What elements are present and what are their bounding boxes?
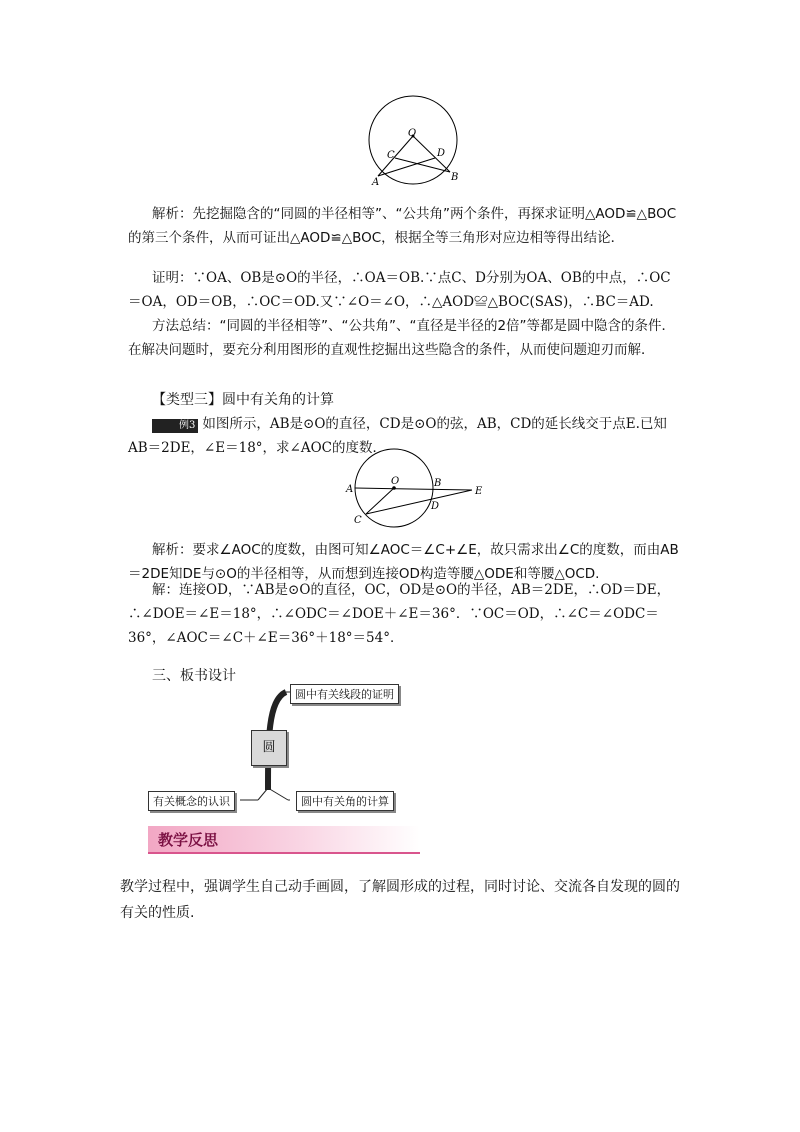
proof-1: 证明：∵OA、OB是⊙O的半径，∴OA＝OB.∵点C、D分别为OA、OB的中点，∴OC＝OA，OD＝OB，∴OC＝OD.又∵∠O＝∠O，∴△AOD≌△BOC(SAS)，∴BC＝AD.	[128, 270, 671, 310]
label-a: A	[372, 177, 380, 188]
analysis-1: 解析：先挖掘隐含的“同圆的半径相等”、“公共角”两个条件，再探求证明△AOD≌△BOC的第三个条件，从而可证出△AOD≌△BOC，根据全等三角形对应边相等得出结论．	[128, 206, 677, 246]
reflection-banner-label: 教学反思	[158, 831, 219, 849]
example-tag: 例3	[152, 419, 198, 433]
label-e2: E	[475, 486, 483, 497]
analysis-2: 解析：要求∠AOC的度数，由图可知∠AOC＝∠C+∠E，故只需求出∠C的度数，而由AB＝2DE知DE与⊙O的半径相等，从而想到连接OD构造等腰△ODE和等腰△OCD.	[128, 542, 679, 582]
label-d: D	[437, 148, 446, 159]
mindmap-node-right: 圆中有关角的计算	[296, 791, 394, 811]
method-summary: 方法总结：“同圆的半径相等”、“公共角”、“直径是半径的2倍”等都是圆中隐含的条件．在解决问题时，要充分利用图形的直观性挖掘出这些隐含的条件，从而使问题迎刃而解．	[128, 318, 676, 358]
figure-diameter-secant	[344, 448, 494, 530]
solution: 解：连接OD，∵AB是⊙O的直径，OC，OD是⊙O的半径，AB＝2DE，∴OD＝DE，∴∠DOE＝∠E＝18°，∴∠ODC＝∠DOE＋∠E＝36°．∵OC＝OD，∴∠C＝∠ODC＝36°，∠AOC＝∠C＋∠E＝36°＋18°＝54°．	[128, 582, 671, 646]
type3-heading: 【类型三】圆中有关角的计算	[152, 392, 334, 408]
mindmap-node-left: 有关概念的认识	[148, 791, 235, 811]
line-ae	[355, 488, 472, 490]
mindmap-center-label: 圆	[262, 740, 276, 755]
segment-oc	[366, 488, 394, 514]
reflection-text: 教学过程中，强调学生自己动手画圆，了解圆形成的过程，同时讨论、交流各自发现的圆的有关的性质.	[120, 879, 680, 921]
label-d2: D	[431, 501, 440, 512]
label-o2: O	[391, 476, 400, 487]
line-ce	[366, 490, 472, 514]
label-b: B	[451, 172, 459, 183]
label-a2: A	[346, 484, 354, 495]
label-c2: C	[354, 515, 362, 526]
figure-circle-triangles	[360, 92, 470, 188]
example-text: 如图所示，AB是⊙O的直径，CD是⊙O的弦，AB，CD的延长线交于点E.已知AB＝2DE，∠E＝18°，求∠AOC的度数．	[128, 416, 667, 456]
mindmap-center	[251, 730, 287, 766]
segment-bc	[395, 158, 450, 172]
mindmap-node-top: 圆中有关线段的证明	[290, 684, 399, 704]
label-o: O	[408, 128, 417, 139]
label-c: C	[387, 150, 395, 161]
section-3-heading: 三、板书设计	[152, 668, 236, 684]
label-b2: B	[434, 478, 442, 489]
reflection-banner	[148, 826, 420, 854]
